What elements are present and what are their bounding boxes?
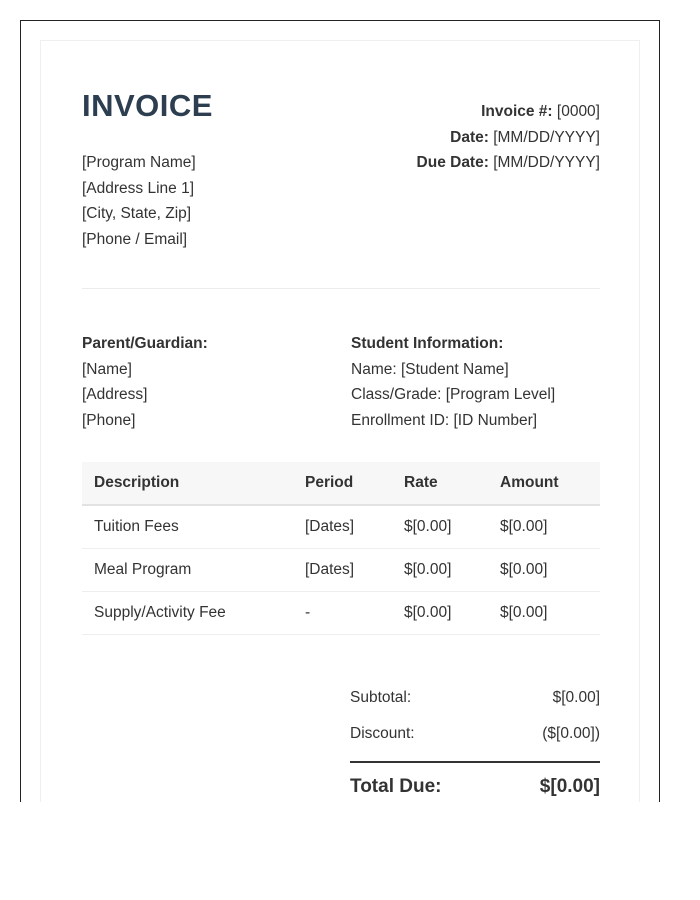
- discount-label: Discount:: [350, 725, 415, 742]
- program-address-line: [Address Line 1]: [82, 179, 195, 197]
- total-due-label: Total Due:: [350, 776, 442, 797]
- cell-period: -: [293, 592, 392, 635]
- student-class-grade: Class/Grade: [Program Level]: [351, 386, 556, 403]
- cell-description: Tuition Fees: [82, 505, 293, 549]
- subtotal-value: $[0.00]: [552, 689, 600, 706]
- discount-value: ($[0.00]): [542, 725, 600, 742]
- parent-address: [Address]: [82, 386, 148, 403]
- header-amount: Amount: [488, 462, 600, 505]
- invoice-due-date-label: Due Date:: [416, 154, 489, 172]
- cell-rate: $[0.00]: [392, 592, 488, 635]
- header-divider: [82, 288, 600, 289]
- header-period: Period: [293, 462, 392, 505]
- invoice-meta: [417, 99, 600, 176]
- cell-amount: $[0.00]: [488, 592, 600, 635]
- parent-heading: Parent/Guardian:: [82, 335, 208, 352]
- invoice-date-label: Date:: [450, 128, 489, 146]
- cell-rate: $[0.00]: [392, 549, 488, 592]
- invoice-number-label: Invoice #:: [481, 103, 553, 120]
- totals-block: [350, 680, 600, 809]
- header-description: Description: [82, 462, 293, 505]
- table-row: [82, 505, 600, 549]
- subtotal-label: Subtotal:: [350, 689, 412, 706]
- invoice-due-date-row: [417, 150, 600, 176]
- parent-phone: [Phone]: [82, 411, 136, 429]
- invoice-title: INVOICE: [82, 88, 213, 123]
- student-enrollment-id: Enrollment ID: [ID Number]: [351, 411, 538, 429]
- invoice-due-date-value: [MM/DD/YYYY]: [493, 154, 600, 172]
- cell-period: [Dates]: [293, 549, 392, 592]
- header-rate: Rate: [392, 462, 488, 505]
- program-address-block: [82, 150, 196, 253]
- line-items-table: [82, 462, 600, 635]
- total-due-value: $[0.00]: [539, 776, 600, 797]
- parent-guardian-block: [82, 331, 208, 433]
- cell-amount: $[0.00]: [488, 549, 600, 592]
- discount-row: [350, 716, 600, 752]
- cell-rate: $[0.00]: [392, 505, 488, 549]
- total-rule: [350, 761, 600, 763]
- invoice-number-value: [0000]: [556, 103, 600, 120]
- cell-period: [Dates]: [293, 505, 392, 549]
- student-name: Name: [Student Name]: [351, 360, 509, 378]
- invoice-number-row: [417, 99, 600, 125]
- parent-name: [Name]: [82, 360, 132, 378]
- program-contact: [Phone / Email]: [82, 231, 188, 249]
- table-row: [82, 592, 600, 635]
- student-information-block: [351, 331, 555, 433]
- table-row: [82, 549, 600, 592]
- invoice-date-value: [MM/DD/YYYY]: [493, 128, 600, 146]
- invoice-date-row: [417, 125, 600, 151]
- table-header-row: [82, 462, 600, 505]
- cell-amount: $[0.00]: [488, 505, 600, 549]
- cell-description: Supply/Activity Fee: [82, 592, 293, 635]
- subtotal-row: [350, 680, 600, 716]
- program-name: [Program Name]: [82, 154, 196, 171]
- cell-description: Meal Program: [82, 549, 293, 592]
- program-city-state-zip: [City, State, Zip]: [82, 205, 192, 223]
- student-heading: Student Information:: [351, 335, 504, 352]
- total-due-row: [350, 765, 600, 809]
